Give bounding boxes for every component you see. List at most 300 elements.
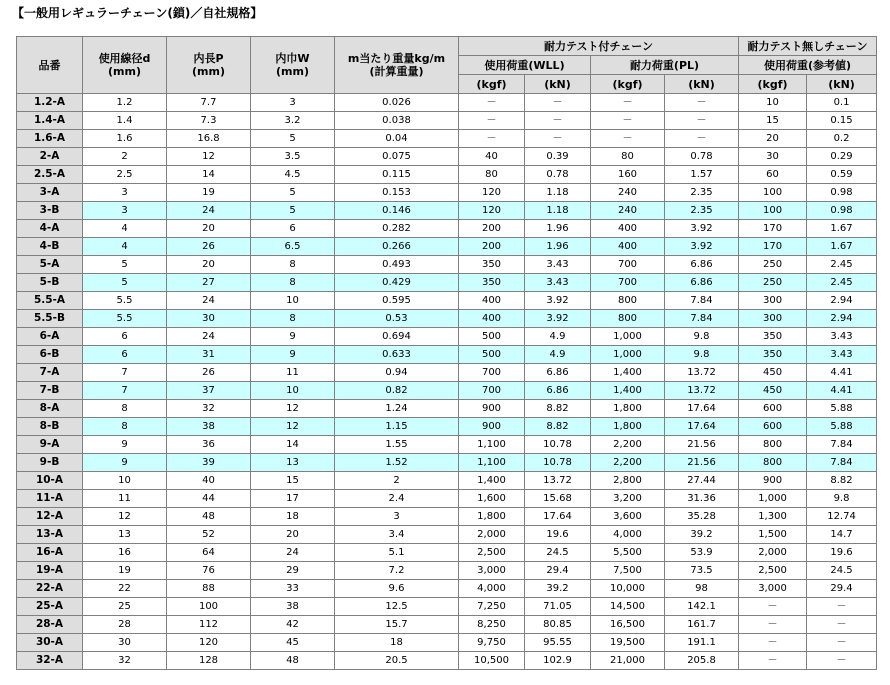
cell-inner-length: 14	[167, 166, 251, 184]
cell-weight: 20.5	[335, 652, 459, 670]
cell-inner-width: 8	[251, 274, 335, 292]
table-row	[17, 562, 877, 580]
cell-pl-kgf: 2,800	[591, 472, 665, 490]
table-row	[17, 328, 877, 346]
cell-inner-length: 24	[167, 202, 251, 220]
cell-code: 5-B	[17, 274, 83, 292]
cell-wll-kn: 17.64	[525, 508, 591, 526]
cell-wll-kn: 8.82	[525, 400, 591, 418]
cell-wll-kn: －	[525, 112, 591, 130]
cell-ref-kn: 29.4	[807, 580, 877, 598]
cell-wll-kgf: 200	[459, 220, 525, 238]
cell-code: 6-B	[17, 346, 83, 364]
cell-code: 3-A	[17, 184, 83, 202]
cell-weight: 9.6	[335, 580, 459, 598]
cell-inner-width: 4.5	[251, 166, 335, 184]
cell-weight: 0.153	[335, 184, 459, 202]
cell-diameter: 1.6	[83, 130, 167, 148]
cell-wll-kn: 13.72	[525, 472, 591, 490]
table-row	[17, 274, 877, 292]
cell-pl-kn: 1.57	[665, 166, 739, 184]
cell-ref-kn: 5.88	[807, 400, 877, 418]
cell-wll-kn: 71.05	[525, 598, 591, 616]
cell-wll-kgf: 2,000	[459, 526, 525, 544]
cell-inner-length: 100	[167, 598, 251, 616]
cell-wll-kn: 1.96	[525, 220, 591, 238]
header-unit-kn: (kN)	[525, 75, 591, 94]
cell-pl-kn: 13.72	[665, 382, 739, 400]
cell-pl-kgf: 21,000	[591, 652, 665, 670]
cell-code: 8-A	[17, 400, 83, 418]
cell-ref-kn: 0.15	[807, 112, 877, 130]
cell-pl-kn: 27.44	[665, 472, 739, 490]
cell-diameter: 7	[83, 382, 167, 400]
cell-pl-kgf: 7,500	[591, 562, 665, 580]
cell-pl-kn: 39.2	[665, 526, 739, 544]
cell-pl-kn: 161.7	[665, 616, 739, 634]
cell-code: 4-A	[17, 220, 83, 238]
cell-code: 1.4-A	[17, 112, 83, 130]
table-row	[17, 256, 877, 274]
cell-ref-kn: 7.84	[807, 436, 877, 454]
cell-diameter: 2.5	[83, 166, 167, 184]
cell-wll-kn: 6.86	[525, 364, 591, 382]
cell-pl-kgf: 5,500	[591, 544, 665, 562]
cell-code: 11-A	[17, 490, 83, 508]
cell-wll-kn: 1.18	[525, 184, 591, 202]
cell-pl-kgf: 1,400	[591, 364, 665, 382]
cell-code: 19-A	[17, 562, 83, 580]
table-row	[17, 220, 877, 238]
cell-inner-length: 26	[167, 364, 251, 382]
cell-wll-kn: 1.18	[525, 202, 591, 220]
cell-pl-kn: 7.84	[665, 310, 739, 328]
cell-ref-kn: 8.82	[807, 472, 877, 490]
cell-weight: 5.1	[335, 544, 459, 562]
table-row	[17, 454, 877, 472]
header-ref-load: 使用荷重(参考値)	[739, 56, 877, 75]
cell-weight: 0.282	[335, 220, 459, 238]
cell-pl-kgf: 400	[591, 238, 665, 256]
cell-ref-kn: 0.2	[807, 130, 877, 148]
table-row	[17, 238, 877, 256]
cell-diameter: 1.4	[83, 112, 167, 130]
cell-ref-kgf: 170	[739, 220, 807, 238]
cell-weight: 0.94	[335, 364, 459, 382]
table-row	[17, 382, 877, 400]
cell-weight: 0.429	[335, 274, 459, 292]
cell-inner-width: 24	[251, 544, 335, 562]
cell-ref-kn: －	[807, 598, 877, 616]
cell-inner-width: 8	[251, 310, 335, 328]
cell-pl-kn: 35.28	[665, 508, 739, 526]
header-diameter: 使用線径d (mm)	[83, 37, 167, 94]
table-row	[17, 346, 877, 364]
cell-pl-kgf: 2,200	[591, 454, 665, 472]
cell-ref-kgf: 10	[739, 94, 807, 112]
cell-wll-kn: 6.86	[525, 382, 591, 400]
header-unit-kn: (kN)	[665, 75, 739, 94]
cell-pl-kgf: 1,800	[591, 400, 665, 418]
cell-ref-kn: 7.84	[807, 454, 877, 472]
cell-weight: 3.4	[335, 526, 459, 544]
cell-wll-kgf: －	[459, 94, 525, 112]
cell-wll-kgf: 1,600	[459, 490, 525, 508]
table-row	[17, 400, 877, 418]
cell-ref-kgf: 170	[739, 238, 807, 256]
cell-ref-kgf: 100	[739, 184, 807, 202]
cell-pl-kn: 9.8	[665, 346, 739, 364]
cell-pl-kn: 7.84	[665, 292, 739, 310]
header-unit-kgf: (kgf)	[591, 75, 665, 94]
cell-ref-kgf: －	[739, 616, 807, 634]
cell-ref-kgf: －	[739, 634, 807, 652]
cell-diameter: 9	[83, 436, 167, 454]
cell-diameter: 3	[83, 184, 167, 202]
table-row	[17, 616, 877, 634]
cell-inner-length: 26	[167, 238, 251, 256]
cell-ref-kn: 1.67	[807, 220, 877, 238]
cell-pl-kn: 2.35	[665, 202, 739, 220]
cell-pl-kn: 53.9	[665, 544, 739, 562]
cell-inner-length: 88	[167, 580, 251, 598]
table-row	[17, 112, 877, 130]
cell-code: 16-A	[17, 544, 83, 562]
header-weight: m当たり重量kg/m (計算重量)	[335, 37, 459, 94]
cell-ref-kn: 9.8	[807, 490, 877, 508]
header-code: 品番	[17, 37, 83, 94]
cell-code: 25-A	[17, 598, 83, 616]
cell-ref-kgf: 600	[739, 400, 807, 418]
cell-pl-kn: 6.86	[665, 256, 739, 274]
cell-pl-kn: 205.8	[665, 652, 739, 670]
cell-wll-kn: 102.9	[525, 652, 591, 670]
cell-inner-width: 14	[251, 436, 335, 454]
cell-ref-kgf: －	[739, 652, 807, 670]
cell-wll-kn: 3.92	[525, 292, 591, 310]
cell-inner-length: 32	[167, 400, 251, 418]
cell-pl-kn: 21.56	[665, 454, 739, 472]
cell-inner-width: 13	[251, 454, 335, 472]
header-inner-length: 内長P (mm)	[167, 37, 251, 94]
cell-ref-kn: 12.74	[807, 508, 877, 526]
cell-ref-kgf: 800	[739, 454, 807, 472]
cell-ref-kn: 1.67	[807, 238, 877, 256]
table-row	[17, 652, 877, 670]
cell-ref-kn: 2.94	[807, 292, 877, 310]
cell-weight: 0.026	[335, 94, 459, 112]
cell-inner-width: 38	[251, 598, 335, 616]
cell-inner-width: 5	[251, 130, 335, 148]
cell-ref-kn: 2.45	[807, 274, 877, 292]
cell-ref-kgf: 800	[739, 436, 807, 454]
table-row	[17, 166, 877, 184]
cell-pl-kn: 0.78	[665, 148, 739, 166]
cell-inner-length: 27	[167, 274, 251, 292]
cell-pl-kn: 2.35	[665, 184, 739, 202]
table-row	[17, 508, 877, 526]
cell-inner-width: 29	[251, 562, 335, 580]
cell-diameter: 13	[83, 526, 167, 544]
cell-inner-width: 18	[251, 508, 335, 526]
cell-diameter: 5.5	[83, 292, 167, 310]
cell-ref-kn: 3.43	[807, 346, 877, 364]
cell-diameter: 2	[83, 148, 167, 166]
cell-ref-kn: 2.94	[807, 310, 877, 328]
cell-inner-length: 128	[167, 652, 251, 670]
cell-inner-length: 44	[167, 490, 251, 508]
cell-inner-length: 20	[167, 256, 251, 274]
cell-weight: 1.24	[335, 400, 459, 418]
cell-diameter: 32	[83, 652, 167, 670]
cell-diameter: 16	[83, 544, 167, 562]
cell-code: 9-B	[17, 454, 83, 472]
cell-ref-kgf: 2,500	[739, 562, 807, 580]
cell-pl-kn: 3.92	[665, 220, 739, 238]
cell-code: 32-A	[17, 652, 83, 670]
cell-pl-kgf: 3,200	[591, 490, 665, 508]
cell-inner-width: 9	[251, 328, 335, 346]
cell-weight: 1.55	[335, 436, 459, 454]
cell-wll-kn: 0.39	[525, 148, 591, 166]
cell-weight: 0.266	[335, 238, 459, 256]
table-row	[17, 634, 877, 652]
cell-wll-kgf: 40	[459, 148, 525, 166]
cell-wll-kgf: 400	[459, 292, 525, 310]
cell-wll-kn: 0.78	[525, 166, 591, 184]
cell-pl-kn: 9.8	[665, 328, 739, 346]
table-body	[17, 94, 877, 670]
cell-code: 13-A	[17, 526, 83, 544]
cell-wll-kn: 1.96	[525, 238, 591, 256]
cell-pl-kn: 17.64	[665, 400, 739, 418]
cell-ref-kn: 19.6	[807, 544, 877, 562]
cell-pl-kn: 191.1	[665, 634, 739, 652]
cell-wll-kgf: 3,000	[459, 562, 525, 580]
table-row	[17, 490, 877, 508]
cell-code: 2.5-A	[17, 166, 83, 184]
cell-wll-kn: 4.9	[525, 328, 591, 346]
cell-ref-kn: 14.7	[807, 526, 877, 544]
cell-ref-kgf: 100	[739, 202, 807, 220]
cell-diameter: 28	[83, 616, 167, 634]
cell-inner-width: 3.2	[251, 112, 335, 130]
cell-diameter: 11	[83, 490, 167, 508]
header-inner-width: 内巾W (mm)	[251, 37, 335, 94]
cell-wll-kgf: 1,400	[459, 472, 525, 490]
cell-pl-kgf: 80	[591, 148, 665, 166]
cell-wll-kn: 10.78	[525, 454, 591, 472]
cell-wll-kn: 95.55	[525, 634, 591, 652]
cell-code: 7-B	[17, 382, 83, 400]
cell-weight: 1.15	[335, 418, 459, 436]
cell-wll-kn: 24.5	[525, 544, 591, 562]
header-unit-kgf: (kgf)	[739, 75, 807, 94]
cell-ref-kgf: 20	[739, 130, 807, 148]
cell-inner-width: 12	[251, 418, 335, 436]
cell-pl-kn: 21.56	[665, 436, 739, 454]
cell-inner-width: 33	[251, 580, 335, 598]
cell-diameter: 5.5	[83, 310, 167, 328]
cell-pl-kgf: 240	[591, 202, 665, 220]
cell-diameter: 6	[83, 346, 167, 364]
cell-pl-kn: 17.64	[665, 418, 739, 436]
cell-code: 12-A	[17, 508, 83, 526]
table-row	[17, 292, 877, 310]
cell-code: 6-A	[17, 328, 83, 346]
table-row	[17, 310, 877, 328]
cell-code: 7-A	[17, 364, 83, 382]
cell-inner-length: 16.8	[167, 130, 251, 148]
cell-pl-kgf: －	[591, 130, 665, 148]
cell-ref-kn: 2.45	[807, 256, 877, 274]
cell-diameter: 12	[83, 508, 167, 526]
cell-code: 5.5-B	[17, 310, 83, 328]
cell-weight: 0.075	[335, 148, 459, 166]
cell-weight: 0.82	[335, 382, 459, 400]
cell-ref-kgf: 450	[739, 364, 807, 382]
cell-diameter: 6	[83, 328, 167, 346]
cell-pl-kn: 31.36	[665, 490, 739, 508]
cell-inner-length: 31	[167, 346, 251, 364]
cell-inner-length: 24	[167, 328, 251, 346]
cell-wll-kgf: 2,500	[459, 544, 525, 562]
cell-inner-width: 10	[251, 382, 335, 400]
cell-wll-kn: 29.4	[525, 562, 591, 580]
cell-diameter: 4	[83, 220, 167, 238]
cell-wll-kgf: 1,100	[459, 436, 525, 454]
cell-ref-kgf: 2,000	[739, 544, 807, 562]
cell-wll-kn: 3.92	[525, 310, 591, 328]
cell-inner-length: 20	[167, 220, 251, 238]
cell-ref-kn: －	[807, 652, 877, 670]
cell-code: 28-A	[17, 616, 83, 634]
header-untested-group: 耐力テスト無しチェーン	[739, 37, 877, 56]
cell-pl-kn: －	[665, 112, 739, 130]
cell-pl-kgf: 700	[591, 256, 665, 274]
cell-inner-length: 64	[167, 544, 251, 562]
cell-ref-kgf: 250	[739, 256, 807, 274]
cell-weight: 0.595	[335, 292, 459, 310]
cell-diameter: 25	[83, 598, 167, 616]
cell-ref-kn: 0.29	[807, 148, 877, 166]
cell-diameter: 5	[83, 256, 167, 274]
cell-wll-kn: －	[525, 94, 591, 112]
cell-ref-kn: 4.41	[807, 364, 877, 382]
cell-wll-kgf: 9,750	[459, 634, 525, 652]
cell-wll-kn: 15.68	[525, 490, 591, 508]
cell-ref-kgf: 900	[739, 472, 807, 490]
cell-weight: 1.52	[335, 454, 459, 472]
cell-inner-length: 52	[167, 526, 251, 544]
cell-wll-kn: 3.43	[525, 256, 591, 274]
cell-weight: 0.633	[335, 346, 459, 364]
header-tested-group: 耐力テスト付チェーン	[459, 37, 739, 56]
cell-weight: 0.694	[335, 328, 459, 346]
cell-pl-kgf: 160	[591, 166, 665, 184]
cell-ref-kgf: 350	[739, 328, 807, 346]
cell-ref-kgf: 300	[739, 310, 807, 328]
cell-diameter: 9	[83, 454, 167, 472]
page-title: 【一般用レギュラーチェーン(鎖)／自社規格】	[12, 6, 263, 20]
table-row	[17, 184, 877, 202]
cell-diameter: 7	[83, 364, 167, 382]
table-row	[17, 580, 877, 598]
cell-pl-kn: －	[665, 94, 739, 112]
cell-ref-kn: 24.5	[807, 562, 877, 580]
cell-weight: 2	[335, 472, 459, 490]
cell-ref-kn: 0.59	[807, 166, 877, 184]
cell-wll-kgf: 350	[459, 274, 525, 292]
cell-inner-length: 112	[167, 616, 251, 634]
cell-pl-kgf: 1,400	[591, 382, 665, 400]
cell-inner-width: 9	[251, 346, 335, 364]
cell-inner-width: 45	[251, 634, 335, 652]
cell-code: 3-B	[17, 202, 83, 220]
cell-pl-kgf: 16,500	[591, 616, 665, 634]
cell-weight: 0.038	[335, 112, 459, 130]
cell-ref-kgf: 60	[739, 166, 807, 184]
cell-wll-kn: 80.85	[525, 616, 591, 634]
cell-wll-kgf: 200	[459, 238, 525, 256]
cell-ref-kgf: 15	[739, 112, 807, 130]
cell-diameter: 8	[83, 418, 167, 436]
cell-wll-kgf: 4,000	[459, 580, 525, 598]
header-wll: 使用荷重(WLL)	[459, 56, 591, 75]
cell-inner-width: 5	[251, 184, 335, 202]
cell-pl-kgf: －	[591, 94, 665, 112]
cell-weight: 2.4	[335, 490, 459, 508]
cell-wll-kgf: 400	[459, 310, 525, 328]
cell-pl-kgf: －	[591, 112, 665, 130]
cell-diameter: 10	[83, 472, 167, 490]
cell-pl-kgf: 14,500	[591, 598, 665, 616]
cell-weight: 12.5	[335, 598, 459, 616]
cell-wll-kn: 10.78	[525, 436, 591, 454]
cell-inner-length: 36	[167, 436, 251, 454]
cell-ref-kgf: 300	[739, 292, 807, 310]
cell-ref-kgf: 600	[739, 418, 807, 436]
cell-wll-kn: 4.9	[525, 346, 591, 364]
cell-pl-kn: －	[665, 130, 739, 148]
cell-ref-kgf: 1,500	[739, 526, 807, 544]
cell-wll-kn: 3.43	[525, 274, 591, 292]
cell-ref-kgf: 1,000	[739, 490, 807, 508]
cell-code: 1.2-A	[17, 94, 83, 112]
table-row	[17, 94, 877, 112]
cell-inner-length: 30	[167, 310, 251, 328]
cell-diameter: 22	[83, 580, 167, 598]
cell-code: 22-A	[17, 580, 83, 598]
cell-weight: 18	[335, 634, 459, 652]
cell-inner-length: 38	[167, 418, 251, 436]
header-row-1	[17, 37, 877, 56]
cell-wll-kn: 8.82	[525, 418, 591, 436]
cell-inner-length: 40	[167, 472, 251, 490]
cell-code: 10-A	[17, 472, 83, 490]
cell-inner-width: 20	[251, 526, 335, 544]
header-pl: 耐力荷重(PL)	[591, 56, 739, 75]
cell-wll-kgf: 700	[459, 364, 525, 382]
cell-inner-width: 6.5	[251, 238, 335, 256]
table-row	[17, 526, 877, 544]
cell-wll-kgf: 80	[459, 166, 525, 184]
cell-diameter: 4	[83, 238, 167, 256]
cell-code: 30-A	[17, 634, 83, 652]
cell-wll-kgf: 7,250	[459, 598, 525, 616]
cell-ref-kgf: 450	[739, 382, 807, 400]
cell-inner-length: 39	[167, 454, 251, 472]
